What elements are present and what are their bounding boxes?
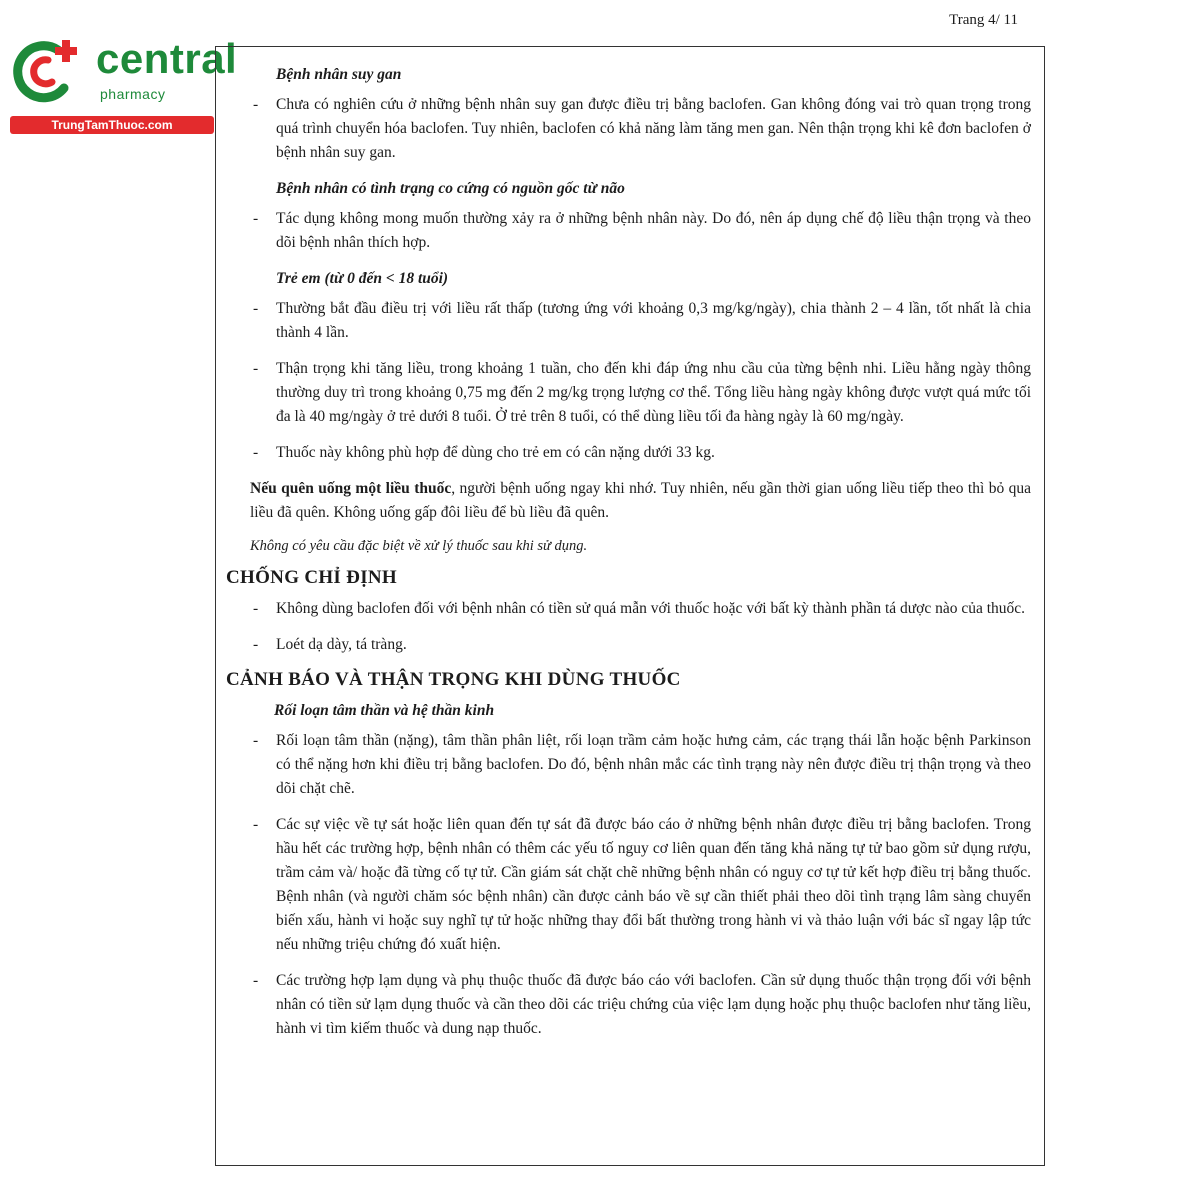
heading-contraindications: CHỐNG CHỈ ĐỊNH — [226, 567, 397, 588]
document-body — [226, 63, 1031, 1053]
bullet-text: Thuốc này không phù hợp để dùng cho trẻ em có cân nặng dưới 33 kg. — [276, 444, 715, 461]
bullet-text: Rối loạn tâm thần (nặng), tâm thần phân liệt, rối loạn trầm cảm hoặc hưng cảm, các trạng thái lẫn hoặc bệnh Parkinson có thể nặng hơn khi điều trị bằng baclofen. Do đó, bệnh nhân mắc các tình trạng này nên được điều trị thận trọng và theo dõi chặt chẽ. — [276, 732, 1031, 797]
bullet-text: Các trường hợp lạm dụng và phụ thuộc thuốc đã được báo cáo với baclofen. Cần sử dụng thuốc thận trọng đối với bệnh nhân có tiền sử lạm dụng thuốc và cần theo dõi các triệu chứng của việc lạm dụng hoặc phụ thuộc baclofen như tăng liều, hành vi tìm kiếm thuốc và dung nạp thuốc. — [276, 972, 1031, 1037]
logo-name: central — [96, 35, 238, 82]
section-title-children: Trẻ em (từ 0 đến < 18 tuổi) — [276, 270, 449, 287]
bullet-text: Tác dụng không mong muốn thường xảy ra ở những bệnh nhân này. Do đó, nên áp dụng chế độ liều thận trọng và theo dõi bệnh nhân thích hợp. — [276, 210, 1031, 251]
disposal-note: Không có yêu cầu đặc biệt về xử lý thuốc sau khi sử dụng. — [250, 538, 588, 554]
brand-logo[interactable] — [8, 35, 238, 136]
bullet-item — [226, 729, 1031, 801]
bullet-item — [226, 441, 1031, 465]
logo-subtitle: pharmacy — [100, 86, 166, 102]
bullet-text: Thận trọng khi tăng liều, trong khoảng 1 tuần, cho đến khi đáp ứng nhu cầu của từng bệnh nhi. Liều hằng ngày thông thường duy trì trong khoảng 0,75 mg đến 2 mg/kg trọng lượng cơ thể. Tổng liều hàng ngày không được vượt quá mức tối đa là 40 mg/ngày ở trẻ dưới 8 tuổi. Ở trẻ trên 8 tuổi, có thể dùng liều tối đa hàng ngày là 60 mg/ngày. — [276, 360, 1031, 425]
bullet-item — [226, 357, 1031, 429]
bullet-item — [226, 813, 1031, 957]
bullet-item — [226, 633, 1031, 657]
section-title-liver: Bệnh nhân suy gan — [276, 66, 402, 83]
missed-dose-lead: Nếu quên uống một liều thuốc — [250, 480, 452, 497]
missed-dose-paragraph — [250, 477, 1031, 525]
logo-mark-icon — [8, 36, 88, 106]
section-title-psychiatric: Rối loạn tâm thần và hệ thần kinh — [274, 702, 495, 719]
bullet-dash: - — [253, 816, 259, 833]
bullet-item — [226, 969, 1031, 1041]
bullet-text: Loét dạ dày, tá tràng. — [276, 636, 407, 653]
logo-url[interactable]: TrungTamThuoc.com — [10, 116, 214, 134]
bullet-dash: - — [253, 636, 259, 653]
bullet-dash: - — [253, 96, 259, 113]
page-number: Trang 4/ 11 — [949, 12, 1018, 28]
bullet-dash: - — [253, 600, 259, 617]
bullet-dash: - — [253, 972, 259, 989]
bullet-item — [226, 207, 1031, 255]
section-title-spastic: Bệnh nhân có tình trạng co cứng có nguồn gốc từ não — [276, 180, 625, 197]
missed-dose-text: , người bệnh uống ngay khi nhớ. Tuy nhiên, nếu gần thời gian uống liều tiếp theo thì bỏ qua liều đã quên. Không uống gấp đôi liều để bù liều đã quên. — [250, 480, 1031, 521]
bullet-dash: - — [253, 300, 259, 317]
bullet-item — [226, 93, 1031, 165]
bullet-text: Chưa có nghiên cứu ở những bệnh nhân suy gan được điều trị bằng baclofen. Gan không đóng vai trò quan trọng trong quá trình chuyển hóa baclofen. Tuy nhiên, baclofen có khả năng làm tăng men gan. Nên thận trọng khi kê đơn baclofen ở bệnh nhân suy gan. — [276, 96, 1031, 161]
bullet-text: Thường bắt đầu điều trị với liều rất thấp (tương ứng với khoảng 0,3 mg/kg/ngày), chia thành 2 – 4 lần, tốt nhất là chia thành 4 lần. — [276, 300, 1031, 341]
bullet-text: Các sự việc về tự sát hoặc liên quan đến tự sát đã được báo cáo ở những bệnh nhân được điều trị bằng baclofen. Trong hầu hết các trường hợp, bệnh nhân có thêm các yếu tố nguy cơ liên quan đến tăng khả năng tự tử bao gồm sử dụng rượu, trầm cảm và/ hoặc đã từng cố tự tử. Cần giám sát chặt chẽ những bệnh nhân có nguy cơ tự tử kết hợp điều trị bằng thuốc. Bệnh nhân (và người chăm sóc bệnh nhân) cần được cảnh báo về sự cần thiết phải theo dõi tình trạng lâm sàng chuyển biến xấu, hành vi hoặc suy nghĩ tự tử hoặc những thay đổi bất thường trong hành vi và thảo luận với bác sĩ ngay lập tức nếu những triệu chứng đó xuất hiện. — [276, 816, 1031, 953]
bullet-item — [226, 597, 1031, 621]
bullet-dash: - — [253, 444, 259, 461]
bullet-item — [226, 297, 1031, 345]
document-frame — [215, 46, 1045, 1166]
bullet-dash: - — [253, 210, 259, 227]
bullet-dash: - — [253, 732, 259, 749]
heading-warnings: CẢNH BÁO VÀ THẬN TRỌNG KHI DÙNG THUỐC — [226, 669, 681, 690]
bullet-dash: - — [253, 360, 259, 377]
bullet-text: Không dùng baclofen đối với bệnh nhân có tiền sử quá mẫn với thuốc hoặc với bất kỳ thành phần tá dược nào của thuốc. — [276, 600, 1026, 617]
